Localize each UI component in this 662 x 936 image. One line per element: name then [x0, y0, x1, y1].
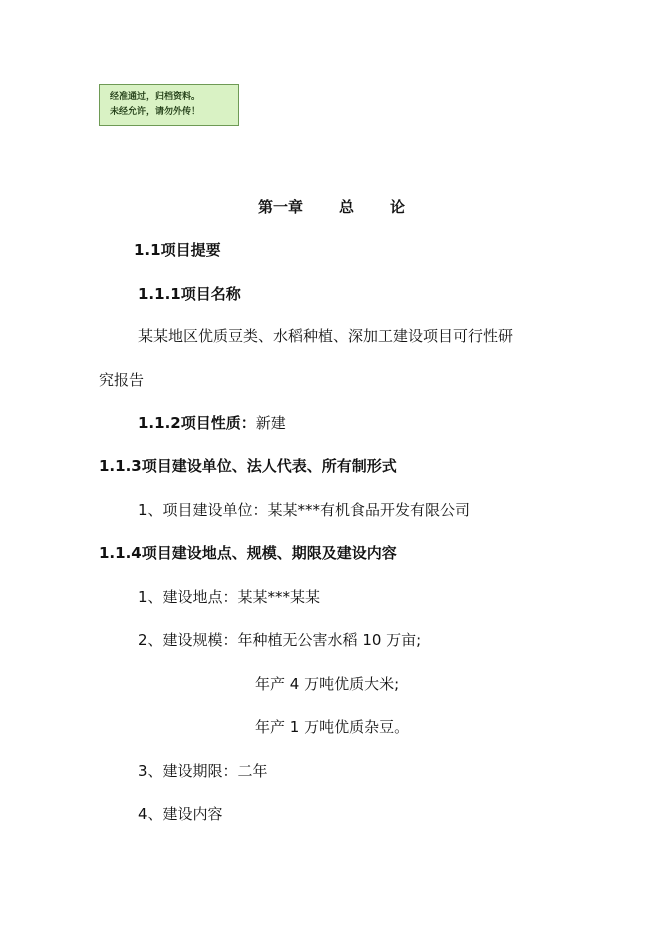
construction-unit-line: 1、项目建设单位：某某***有机食品开发有限公司 [138, 501, 471, 519]
item-scale-beans: 年产 1 万吨优质杂豆。 [255, 718, 410, 736]
section-1-1-2-label: 1.1.2项目性质： [138, 414, 256, 432]
item-construction-site: 1、建设地点：某某***某某 [138, 588, 321, 606]
item-construction-content: 4、建设内容 [138, 805, 223, 823]
chapter-char-2: 论 [390, 198, 406, 216]
section-1-1-2 [138, 413, 286, 433]
section-1-1-2-value: 新建 [255, 414, 286, 432]
item-scale-rice: 年产 4 万吨优质大米; [255, 675, 400, 693]
section-1-1-1: 1.1.1项目名称 [138, 285, 241, 303]
section-1-1: 1.1项目提要 [134, 241, 221, 259]
stamp-line-1: 经准通过，归档资料。 [110, 92, 201, 102]
item-construction-period: 3、建设期限：二年 [138, 762, 268, 780]
section-1-1-4: 1.1.4项目建设地点、规模、期限及建设内容 [99, 544, 397, 562]
approval-stamp [99, 84, 239, 126]
item-construction-scale: 2、建设规模：年种植无公害水稻 10 万亩; [138, 631, 422, 649]
chapter-char-1: 总 [339, 198, 355, 216]
project-name-line-1: 某某地区优质豆类、水稻种植、深加工建设项目可行性研 [138, 327, 514, 345]
section-1-1-3: 1.1.3项目建设单位、法人代表、所有制形式 [99, 457, 397, 475]
project-name-line-2: 究报告 [99, 371, 145, 389]
chapter-prefix: 第一章 [258, 198, 304, 216]
chapter-title [258, 197, 405, 217]
stamp-line-2: 未经允许，请勿外传！ [110, 107, 201, 117]
